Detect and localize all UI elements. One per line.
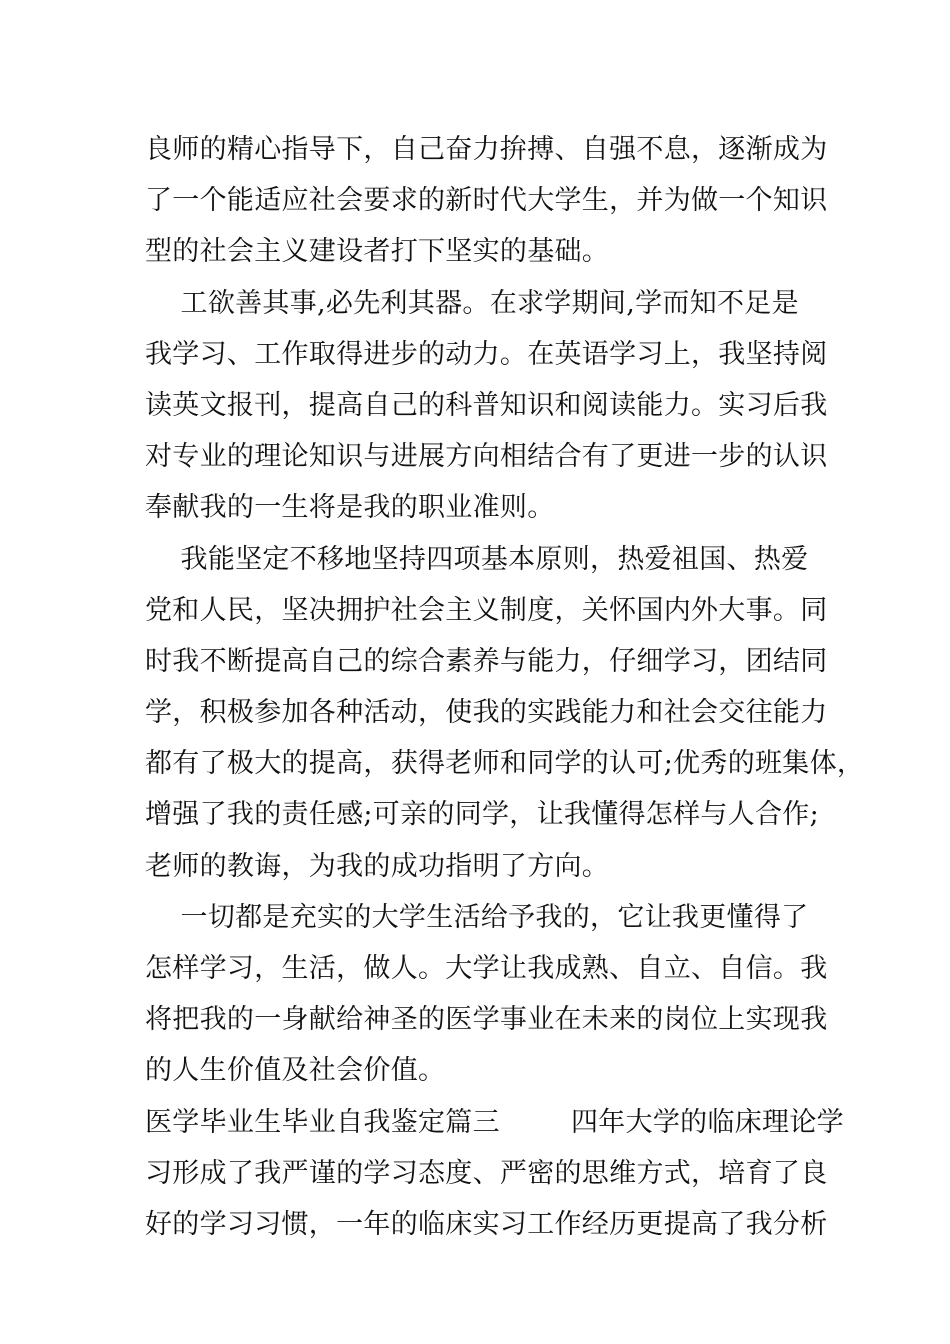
text-line: 了一个能适应社会要求的新时代大学生，并为做一个知识 — [145, 185, 828, 217]
text-line: 对专业的理论知识与进展方向相结合有了更进一步的认识 — [145, 441, 828, 473]
text-line: 工欲善其事,必先利其器。在求学期间,学而知不足是 — [145, 287, 799, 319]
document-body — [145, 124, 865, 1250]
text-line: 我能坚定不移地坚持四项基本原则，热爱祖国、热爱 — [145, 543, 809, 575]
text-line: 好的学习习惯，一年的临床实习工作经历更提高了我分析 — [145, 1208, 828, 1240]
text-line: 增强了我的责任感;可亲的同学，让我懂得怎样与人合作; — [145, 799, 819, 831]
text-line: 怎样学习，生活，做人。大学让我成熟、自立、自信。我 — [145, 953, 828, 984]
text-line: 党和人民，坚决拥护社会主义制度，关怀国内外大事。同 — [145, 594, 828, 626]
text-line: 我学习、工作取得进步的动力。在英语学习上，我坚持阅 — [145, 338, 828, 370]
text-line: 习形成了我严谨的学习态度、严密的思维方式，培育了良 — [145, 1157, 828, 1189]
text-line: 读英文报刊，提高自己的科普知识和阅读能力。实习后我 — [145, 389, 828, 421]
text-line: 一切都是充实的大学生活给予我的，它让我更懂得了 — [145, 901, 809, 933]
text-line: 时我不断提高自己的综合素养与能力，仔细学习，团结同 — [145, 645, 828, 677]
text-line: 将把我的一身献给神圣的医学事业在未来的岗位上实现我 — [145, 1004, 828, 1036]
text-line: 奉献我的一生将是我的职业准则。 — [145, 492, 555, 524]
text-line: 都有了极大的提高，获得老师和同学的认可;优秀的班集体， — [145, 748, 865, 780]
text-line: 型的社会主义建设者打下坚实的基础。 — [145, 236, 610, 268]
text-line: 良师的精心指导下，自己奋力拚搏、自强不息，逐渐成为 — [145, 134, 828, 165]
text-line: 老师的教诲，为我的成功指明了方向。 — [145, 850, 610, 882]
text-line: 学，积极参加各种活动，使我的实践能力和社会交往能力 — [145, 697, 828, 729]
text-line: 的人生价值及社会价值。 — [145, 1055, 446, 1087]
section-heading-line: 医学毕业生毕业自我鉴定篇三 四年大学的临床理论学 — [145, 1106, 844, 1138]
